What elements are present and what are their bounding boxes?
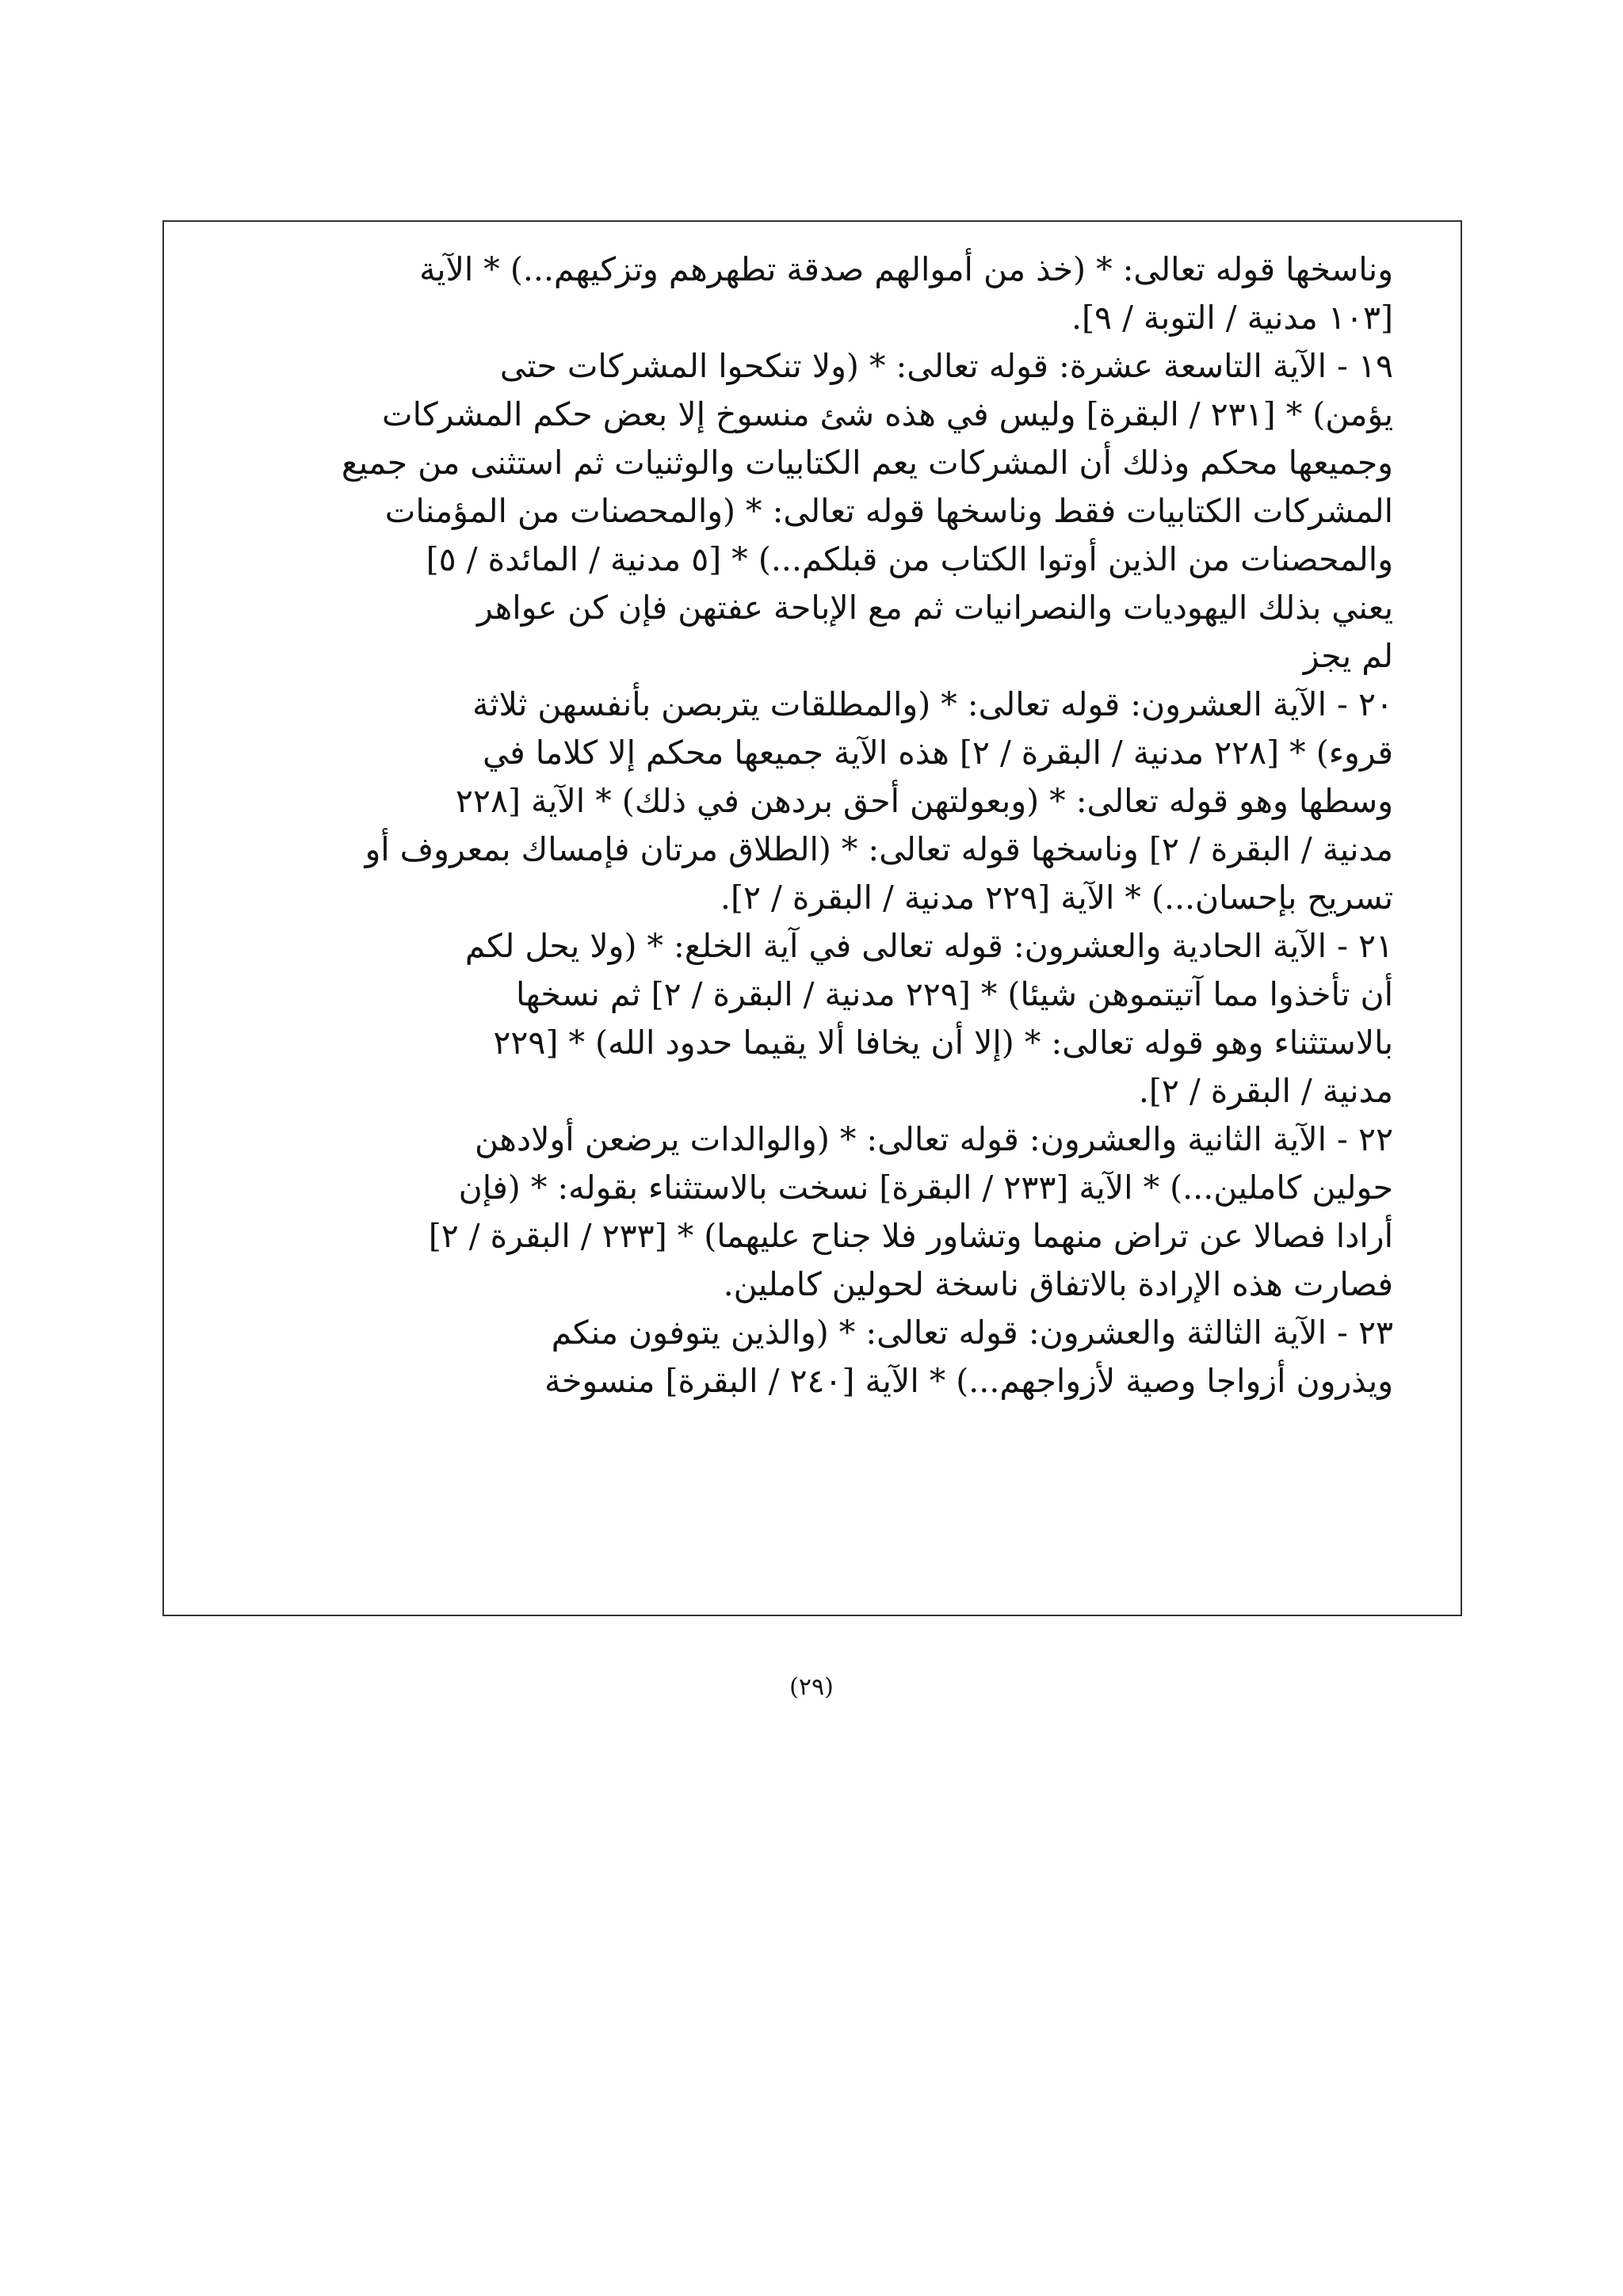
text-line: فصارت هذه الإرادة بالاتفاق ناسخة لحولين كاملين. [723, 1265, 1393, 1303]
text-line: ٢٣ - الآية الثالثة والعشرون: قوله تعالى: * (والذين يتوفون منكم [551, 1314, 1393, 1352]
text-line: يؤمن) * [٢٣١ / البقرة] وليس في هذه شئ منسوخ إلا بعض حكم المشركات [382, 395, 1393, 433]
text-line: ٢٠ - الآية العشرون: قوله تعالى: * (والمطلقات يتربصن بأنفسهن ثلاثة [472, 685, 1393, 723]
text-line: [١٠٣ مدنية / التوبة / ٩]. [1071, 299, 1393, 337]
text-line: مدنية / البقرة / ٢]. [1138, 1072, 1393, 1110]
text-line: ٢١ - الآية الحادية والعشرون: قوله تعالى في آية الخلع: * (ولا يحل لكم [464, 927, 1393, 965]
text-line: مدنية / البقرة / ٢] وناسخها قوله تعالى: * (الطلاق مرتان فإمساك بمعروف أو [365, 830, 1393, 868]
text-line: ٢٢ - الآية الثانية والعشرون: قوله تعالى: * (والوالدات يرضعن أولادهن [475, 1120, 1393, 1158]
text-line: يعني بذلك اليهوديات والنصرانيات ثم مع الإباحة عفتهن فإن كن عواهر [476, 589, 1393, 627]
text-line: ١٩ - الآية التاسعة عشرة: قوله تعالى: * (ولا تنكحوا المشركات حتى [499, 347, 1393, 385]
text-line: والمحصنات من الذين أوتوا الكتاب من قبلكم...) * [٥ مدنية / المائدة / ٥] [426, 540, 1393, 578]
body-text [230, 246, 1393, 1405]
text-line: وناسخها قوله تعالى: * (خذ من أموالهم صدقة تطهرهم وتزكيهم...) * الآية [419, 250, 1393, 288]
page-number: (٢٩) [789, 1673, 834, 1701]
text-line: ويذرون أزواجا وصية لأزواجهم...) * الآية [٢٤٠ / البقرة] منسوخة [544, 1362, 1393, 1400]
text-line: أرادا فصالا عن تراض منهما وتشاور فلا جناح عليهما) * [٢٣٣ / البقرة / ٢] [428, 1217, 1393, 1255]
text-line: قروء) * [٢٢٨ مدنية / البقرة / ٢] هذه الآية جميعها محكم إلا كلاما في [482, 734, 1393, 772]
text-line: المشركات الكتابيات فقط وناسخها قوله تعالى: * (والمحصنات من المؤمنات [384, 492, 1393, 530]
text-line: أن تأخذوا مما آتيتموهن شيئا) * [٢٢٩ مدنية / البقرة / ٢] ثم نسخها [515, 975, 1393, 1013]
text-line: لم يجز [1303, 637, 1393, 675]
text-line: حولين كاملين...) * الآية [٢٣٣ / البقرة] نسخت بالاستثناء بقوله: * (فإن [458, 1169, 1393, 1207]
text-line: تسريح بإحسان...) * الآية [٢٢٩ مدنية / البقرة / ٢]. [720, 879, 1393, 917]
text-line: وجميعها محكم وذلك أن المشركات يعم الكتابيات والوثنيات ثم استثنى من جميع [341, 444, 1393, 482]
text-line: وسطها وهو قوله تعالى: * (وبعولتهن أحق بردهن في ذلك) * الآية [٢٢٨ [455, 782, 1393, 820]
text-line: بالاستثناء وهو قوله تعالى: * (إلا أن يخافا ألا يقيما حدود الله) * [٢٢٩ [493, 1024, 1393, 1062]
